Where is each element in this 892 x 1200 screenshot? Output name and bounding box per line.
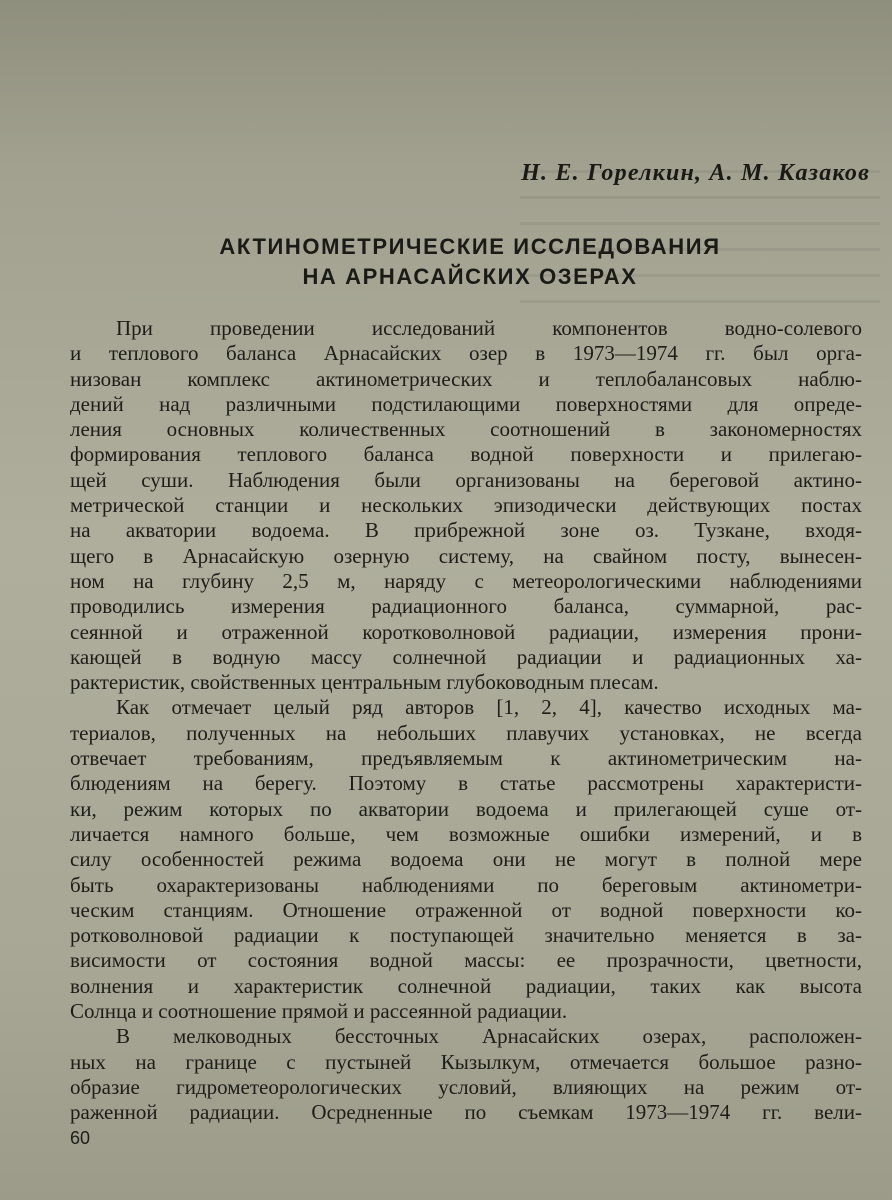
text-line: щей суши. Наблюдения были организованы на береговой актино- [70, 467, 862, 492]
text-line: формирования теплового баланса водной поверхности и прилегаю- [70, 442, 862, 467]
text-line: образие гидрометеорологических условий, влияющих на режим от- [70, 1074, 862, 1099]
text-line: силу особенностей режима водоема они не могут в полной мере [70, 847, 862, 872]
text-line: висимости от состояния водной массы: ее прозрачности, цветности, [70, 948, 862, 973]
text-line: В мелководных бессточных Арнасайских озерах, расположен- [116, 1024, 862, 1049]
text-line: Как отмечает целый ряд авторов [1, 2, 4], качество исходных ма- [116, 695, 862, 720]
text-line: дений над различными подстилающими поверхностями для опреде- [70, 391, 862, 416]
text-line: При проведении исследований компонентов водно-солевого [116, 316, 862, 340]
text-line: волнения и характеристик солнечной радиации, таких как высота [70, 973, 862, 998]
text-line: Солнца и соотношение прямой и рассеянной радиации. [70, 999, 568, 1024]
title-line-1: АКТИНОМЕТРИЧЕСКИЕ ИССЛЕДОВАНИЯ [219, 234, 721, 259]
text-line: отвечает требованиям, предъявляемым к актинометрическим на- [70, 746, 862, 771]
title-line-2: НА АРНАСАЙСКИХ ОЗЕРАХ [302, 264, 638, 289]
text-line: ческим станциям. Отношение отраженной от водной поверхности ко- [70, 897, 862, 922]
text-line: на акватории водоема. В прибрежной зоне оз. Тузкане, входя- [70, 518, 862, 543]
text-line: низован комплекс актинометрических и теплобалансовых наблю- [70, 366, 862, 391]
text-line: метрической станции и нескольких эпизодически действующих постах [70, 493, 862, 518]
text-line: щего в Арнасайскую озерную систему, на свайном посту, вынесен- [70, 543, 862, 568]
text-line: сеянной и отраженной коротковолновой радиации, измерения прони- [70, 619, 862, 644]
text-line: кающей в водную массу солнечной радиации и радиационных ха- [70, 644, 862, 669]
article-authors: Н. Е. Горелкин, А. М. Казаков [521, 160, 870, 186]
page-number: 60 [70, 1128, 91, 1148]
text-line: териалов, полученных на небольших плавучих установках, не всегда [70, 720, 862, 745]
text-line: ки, режим которых по акватории водоема и прилегающей суше от- [70, 796, 862, 821]
text-line: быть охарактеризованы наблюдениями по береговым актинометри- [70, 872, 862, 897]
text-line: и теплового баланса Арнасайских озер в 1973—1974 гг. был орга- [70, 341, 862, 366]
text-line: ных на границе с пустыней Кызылкум, отмечается большое разно- [70, 1049, 862, 1074]
text-line: ления основных количественных соотношений в закономерностях [70, 417, 862, 442]
text-line: ротковолновой радиации к поступающей значительно меняется в за- [70, 923, 862, 948]
article-body [70, 316, 862, 1126]
text-line: раженной радиации. Осредненные по съемкам 1973—1974 гг. вели- [70, 1100, 862, 1125]
text-line: блюдениям на берегу. Поэтому в статье рассмотрены характеристи- [70, 771, 862, 796]
text-line: ном на глубину 2,5 м, наряду с метеорологическими наблюдениями [70, 568, 862, 593]
article-title [120, 232, 820, 292]
text-line: личается намного больше, чем возможные ошибки измерений, и в [70, 821, 862, 846]
text-line: проводились измерения радиационного баланса, суммарной, рас- [70, 594, 862, 619]
text-line: рактеристик, свойственных центральным глубоководным плесам. [70, 670, 659, 695]
